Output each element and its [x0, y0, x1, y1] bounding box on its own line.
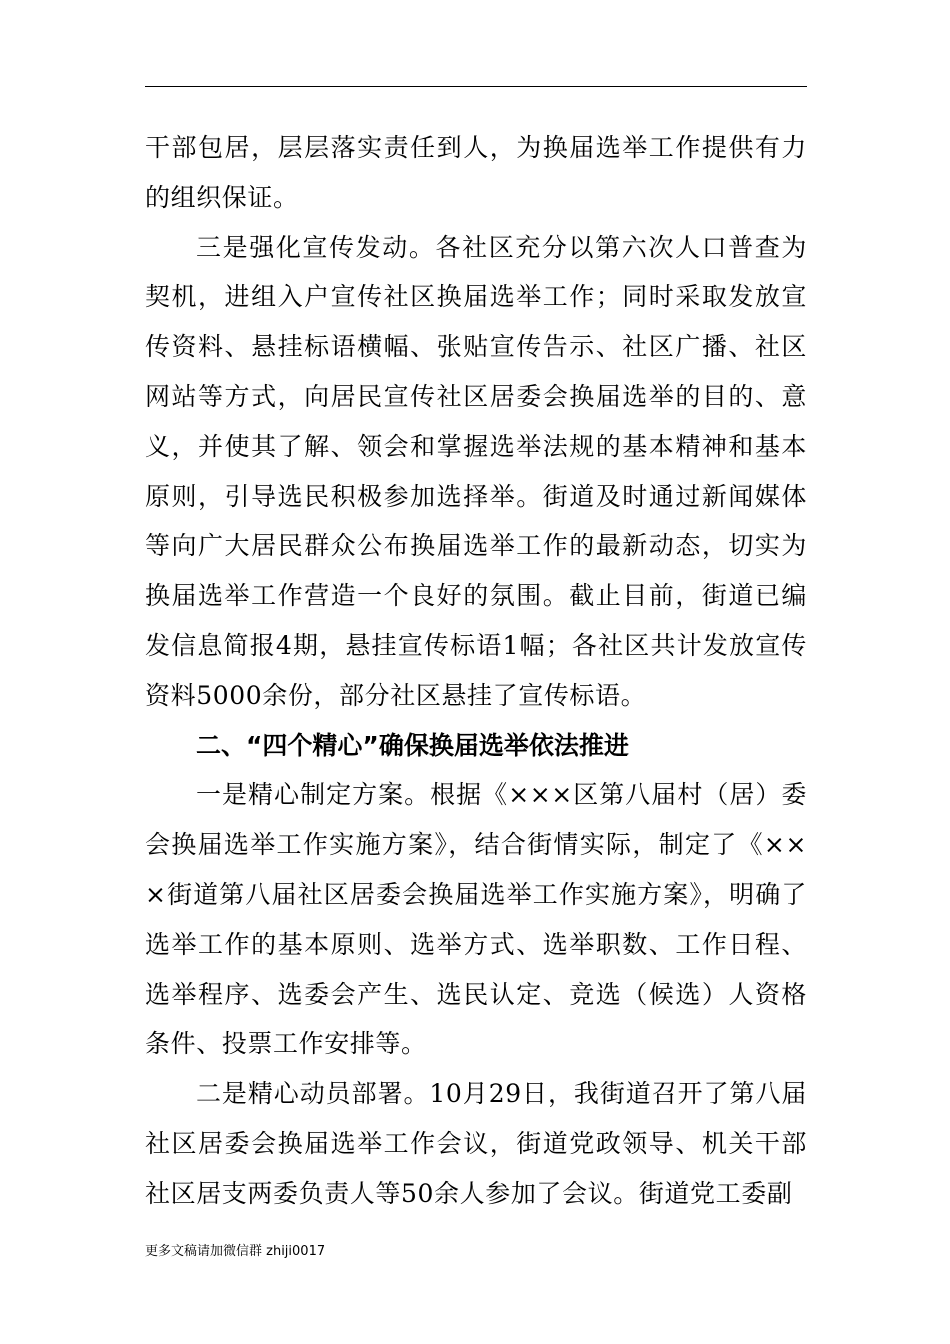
paragraph-continuation: 干部包居，层层落实责任到人，为换届选举工作提供有力的组织保证。 [145, 133, 807, 212]
document-body [145, 123, 807, 1219]
footer-note: 更多文稿请加微信群 zhiji0017 [145, 1244, 326, 1259]
section-heading: 二、“四个精心”确保换届选举依法推进 [196, 730, 629, 760]
paragraph-plan: 一是精心制定方案。根据《×××区第八届村（居）委会换届选举工作实施方案》，结合街情实际，制定了《×××街道第八届社区居委会换届选举工作实施方案》，明确了选举工作的基本原则、选举方式、选举职数、工作日程、选举程序、选委会产生、选民认定、竞选（候选）人资格条件、投票工作安排等。 [145, 780, 807, 1059]
paragraph-publicity: 三是强化宣传发动。各社区充分以第六次人口普查为契机，进组入户宣传社区换届选举工作；同时采取发放宣传资料、悬挂标语横幅、张贴宣传告示、社区广播、社区网站等方式，向居民宣传社区居委会换届选举的目的、意义，并使其了解、领会和掌握选举法规的基本精神和基本原则，引导选民积极参加选择举。街道及时通过新闻媒体等向广大居民群众公布换届选举工作的最新动态，切实为换届选举工作营造一个良好的氛围。截止目前，街道已编发信息简报4期，悬挂宣传标语1幅；各社区共计发放宣传资料5000余份，部分社区悬挂了宣传标语。 [145, 232, 807, 710]
header-rule [145, 86, 807, 87]
paragraph-mobilization: 二是精心动员部署。10月29日，我街道召开了第八届社区居委会换届选举工作会议，街道党政领导、机关干部社区居支两委负责人等50余人参加了会议。街道党工委副 [145, 1079, 807, 1208]
